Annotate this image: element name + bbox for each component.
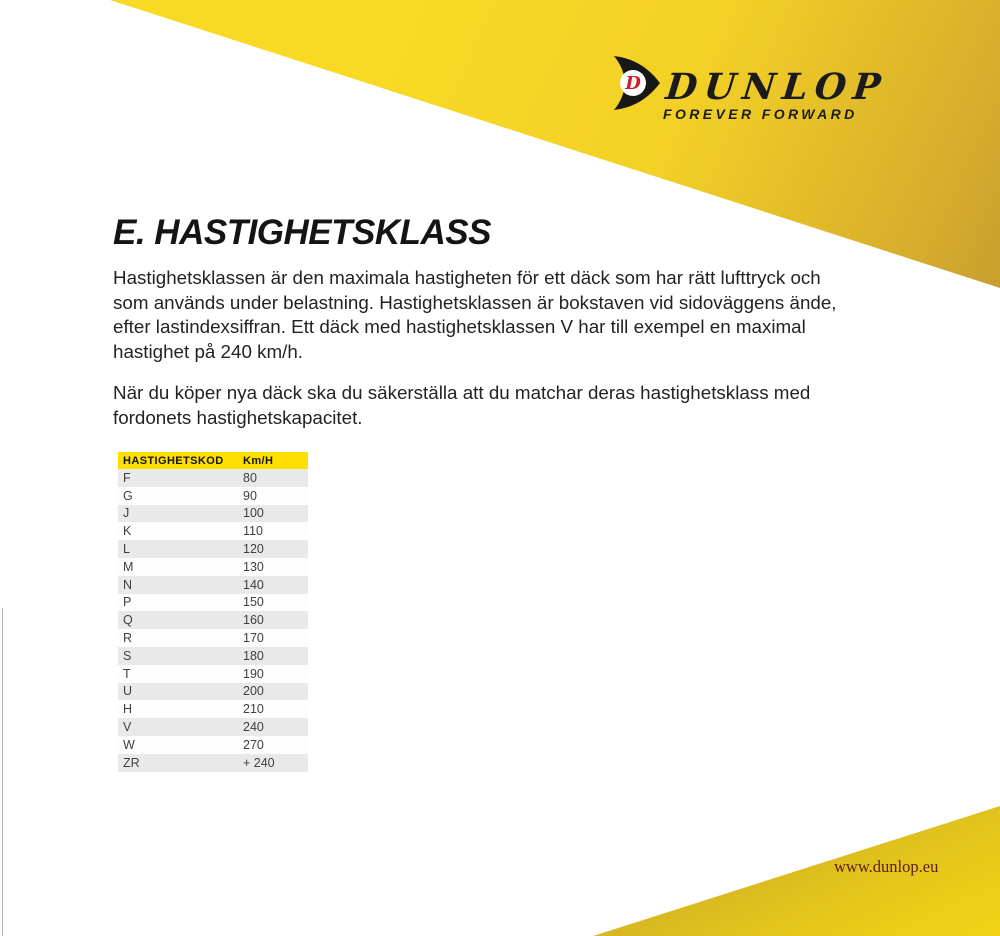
- speed-code-cell: S: [123, 648, 132, 663]
- table-row: [118, 700, 308, 718]
- table-row: [118, 505, 308, 523]
- kmh-cell: 90: [243, 488, 257, 503]
- kmh-cell: 210: [243, 702, 264, 717]
- kmh-cell: 150: [243, 595, 264, 610]
- speed-code-cell: F: [123, 470, 131, 485]
- table-row: [118, 754, 308, 772]
- kmh-cell: 240: [243, 720, 264, 735]
- table-row: [118, 683, 308, 701]
- dunlop-logo: [610, 50, 950, 130]
- speed-code-cell: G: [123, 488, 133, 503]
- table-row: [118, 718, 308, 736]
- speed-code-cell: N: [123, 577, 133, 592]
- table-row: [118, 522, 308, 540]
- table-row: [118, 736, 308, 754]
- table-row: [118, 540, 308, 558]
- table-row: [118, 558, 308, 576]
- table-row: [118, 576, 308, 594]
- table-row: [118, 629, 308, 647]
- speed-code-cell: P: [123, 595, 132, 610]
- page-edge-line: [2, 608, 3, 936]
- kmh-cell: 200: [243, 684, 264, 699]
- header-kmh: Km/H: [243, 454, 274, 467]
- kmh-cell: 190: [243, 666, 264, 681]
- table-row: [118, 665, 308, 683]
- speed-code-cell: Q: [123, 613, 133, 628]
- speed-code-cell: H: [123, 702, 133, 717]
- paragraph-buy-advice: [113, 381, 913, 430]
- paragraph-line: hastighet på 240 km/h.: [113, 340, 304, 362]
- table-body: [118, 469, 308, 772]
- table-row: [118, 469, 308, 487]
- table-row: [118, 611, 308, 629]
- speed-code-cell: L: [123, 542, 130, 557]
- kmh-cell: 140: [243, 577, 264, 592]
- speed-code-cell: M: [123, 559, 134, 574]
- kmh-cell: 100: [243, 506, 264, 521]
- table-row: [118, 594, 308, 612]
- paragraph-line: Hastighetsklassen är den maximala hastigheten för ett däck som har rätt lufttryck och: [113, 267, 821, 288]
- paragraph-speed-rating-intro: [113, 266, 913, 364]
- kmh-cell: 170: [243, 631, 264, 646]
- paragraph-line: som används under belastning. Hastighetsklassen är bokstaven vid sidoväggens ände,: [113, 291, 837, 313]
- kmh-cell: + 240: [243, 755, 275, 770]
- dunlop-tagline: FOREVER FORWARD: [663, 106, 858, 122]
- paragraph-line: fordonets hastighetskapacitet.: [113, 406, 363, 428]
- kmh-cell: 80: [243, 470, 257, 485]
- header-speed-code: HASTIGHETSKOD: [123, 454, 224, 467]
- website-link[interactable]: www.dunlop.eu: [834, 857, 939, 876]
- kmh-cell: 110: [243, 524, 263, 539]
- speed-code-cell: J: [123, 506, 130, 521]
- kmh-cell: 270: [243, 737, 264, 752]
- table-header-row: [118, 452, 308, 469]
- kmh-cell: 180: [243, 648, 264, 663]
- table-row: [118, 647, 308, 665]
- page-title: E. HASTIGHETSKLASS: [113, 213, 491, 252]
- kmh-cell: 130: [243, 559, 264, 574]
- kmh-cell: 160: [243, 613, 264, 628]
- paragraph-line: När du köper nya däck ska du säkerställa att du matchar deras hastighetsklass med: [113, 382, 811, 403]
- table-row: [118, 487, 308, 505]
- dunlop-wordmark: DUNLOP: [663, 66, 890, 108]
- speed-code-cell: K: [123, 524, 132, 539]
- speed-code-cell: R: [123, 631, 133, 646]
- speed-code-cell: V: [123, 720, 132, 735]
- speed-code-cell: T: [123, 666, 131, 681]
- speed-rating-table: [118, 452, 308, 772]
- speed-code-cell: ZR: [123, 755, 140, 770]
- speed-code-cell: W: [123, 737, 135, 752]
- speed-code-cell: U: [123, 684, 133, 699]
- paragraph-line: efter lastindexsiffran. Ett däck med hastighetsklassen V har till exempel en maximal: [113, 316, 806, 338]
- kmh-cell: 120: [243, 542, 264, 557]
- dunlop-flying-d-icon: [612, 54, 662, 112]
- svg-text:D: D: [625, 73, 641, 94]
